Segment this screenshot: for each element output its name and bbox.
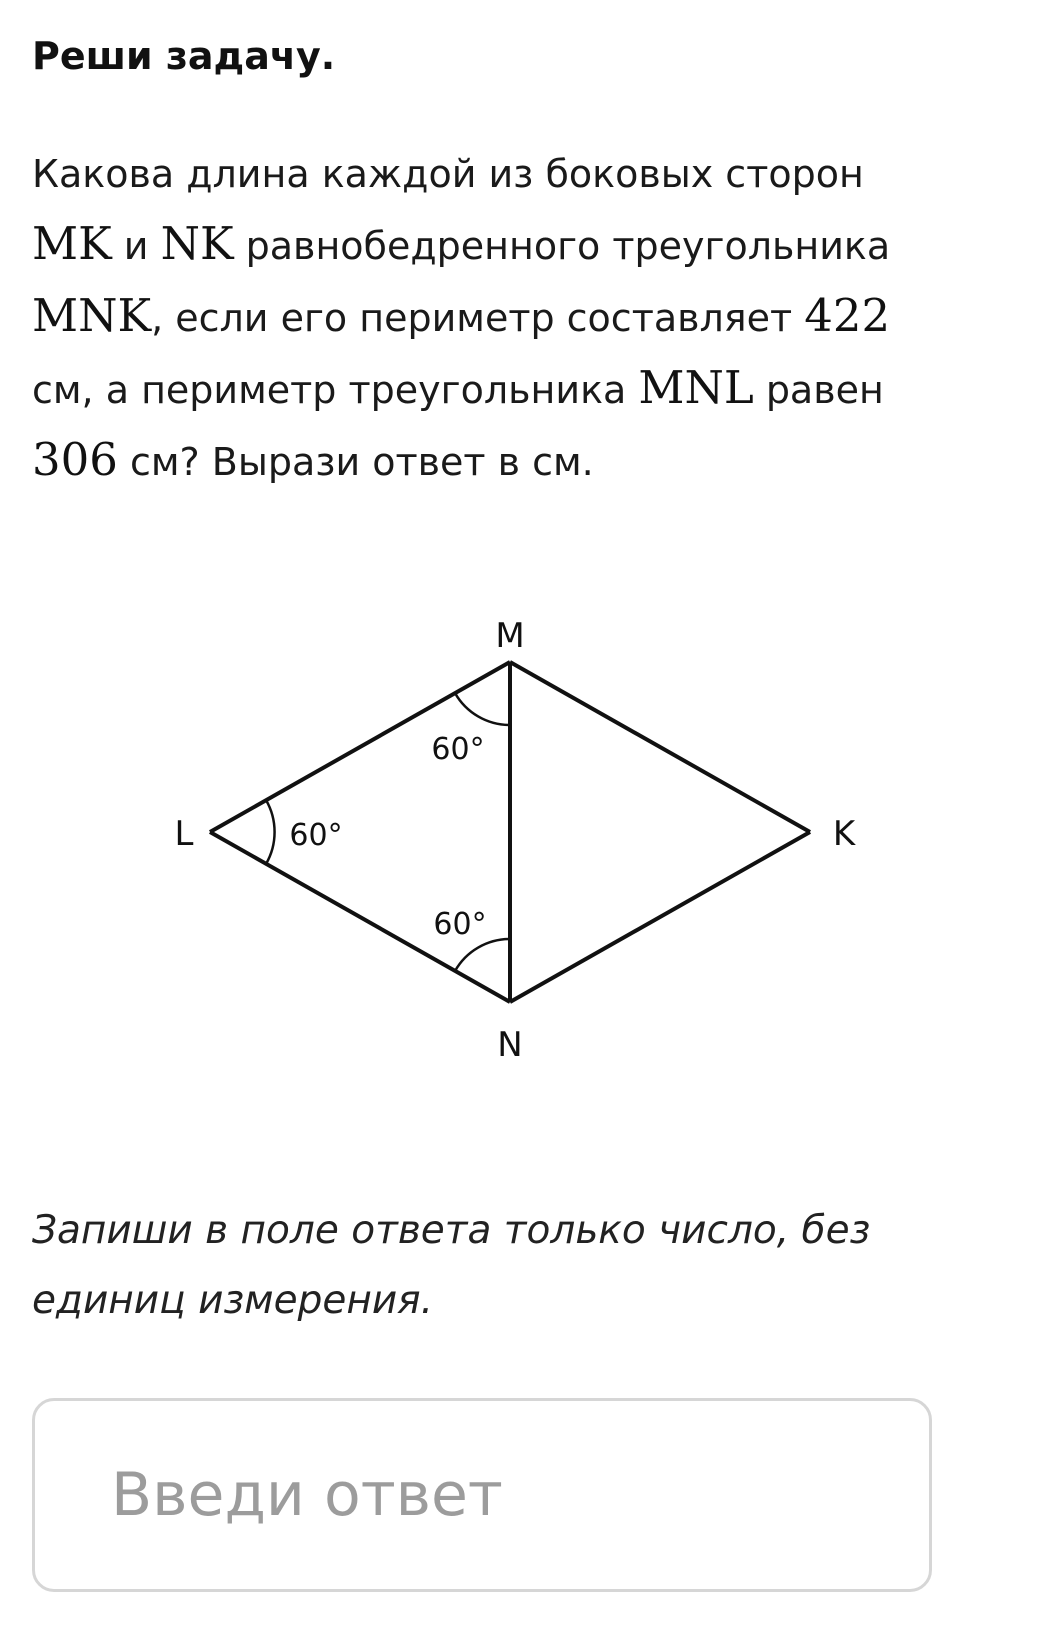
answer-field[interactable] xyxy=(32,1398,932,1592)
math-nk: NK xyxy=(160,217,234,270)
problem-text-5: см, а периметр треугольника xyxy=(32,368,639,412)
problem-text-3: равнобедренного треугольника xyxy=(233,224,891,268)
math-mk: MK xyxy=(32,217,112,270)
problem-statement xyxy=(32,140,1022,497)
problem-text-1: Какова длина каждой из боковых сторон xyxy=(32,152,864,196)
problem-text-4: , если его периметр составляет xyxy=(151,296,805,340)
math-mnl: MNL xyxy=(638,361,754,414)
answer-input[interactable] xyxy=(111,1447,891,1543)
angle-label-n: 60° xyxy=(433,907,487,942)
angle-label-m: 60° xyxy=(431,732,485,767)
angle-arc-n xyxy=(455,939,510,971)
vertex-label-k: K xyxy=(832,814,856,854)
math-perimeter-mnk: 422 xyxy=(804,289,891,342)
problem-text-7: см? Вырази ответ в см. xyxy=(117,440,594,484)
problem-text-6: равен xyxy=(753,368,884,412)
angle-arc-l xyxy=(266,800,275,864)
geometry-figure xyxy=(0,600,1057,1080)
angle-label-l: 60° xyxy=(289,818,343,853)
vertex-label-m: M xyxy=(495,616,525,656)
side-nk xyxy=(510,832,810,1002)
math-perimeter-mnl: 306 xyxy=(32,433,118,486)
vertex-label-n: N xyxy=(497,1025,523,1065)
vertex-label-l: L xyxy=(174,814,194,854)
angle-arc-m xyxy=(455,693,510,725)
task-heading: Реши задачу. xyxy=(32,34,336,78)
math-mnk: MNK xyxy=(32,289,152,342)
side-mk xyxy=(510,662,810,832)
answer-hint: Запиши в поле ответа только число, без единиц измерения. xyxy=(32,1208,871,1323)
problem-text-2: и xyxy=(111,224,161,268)
